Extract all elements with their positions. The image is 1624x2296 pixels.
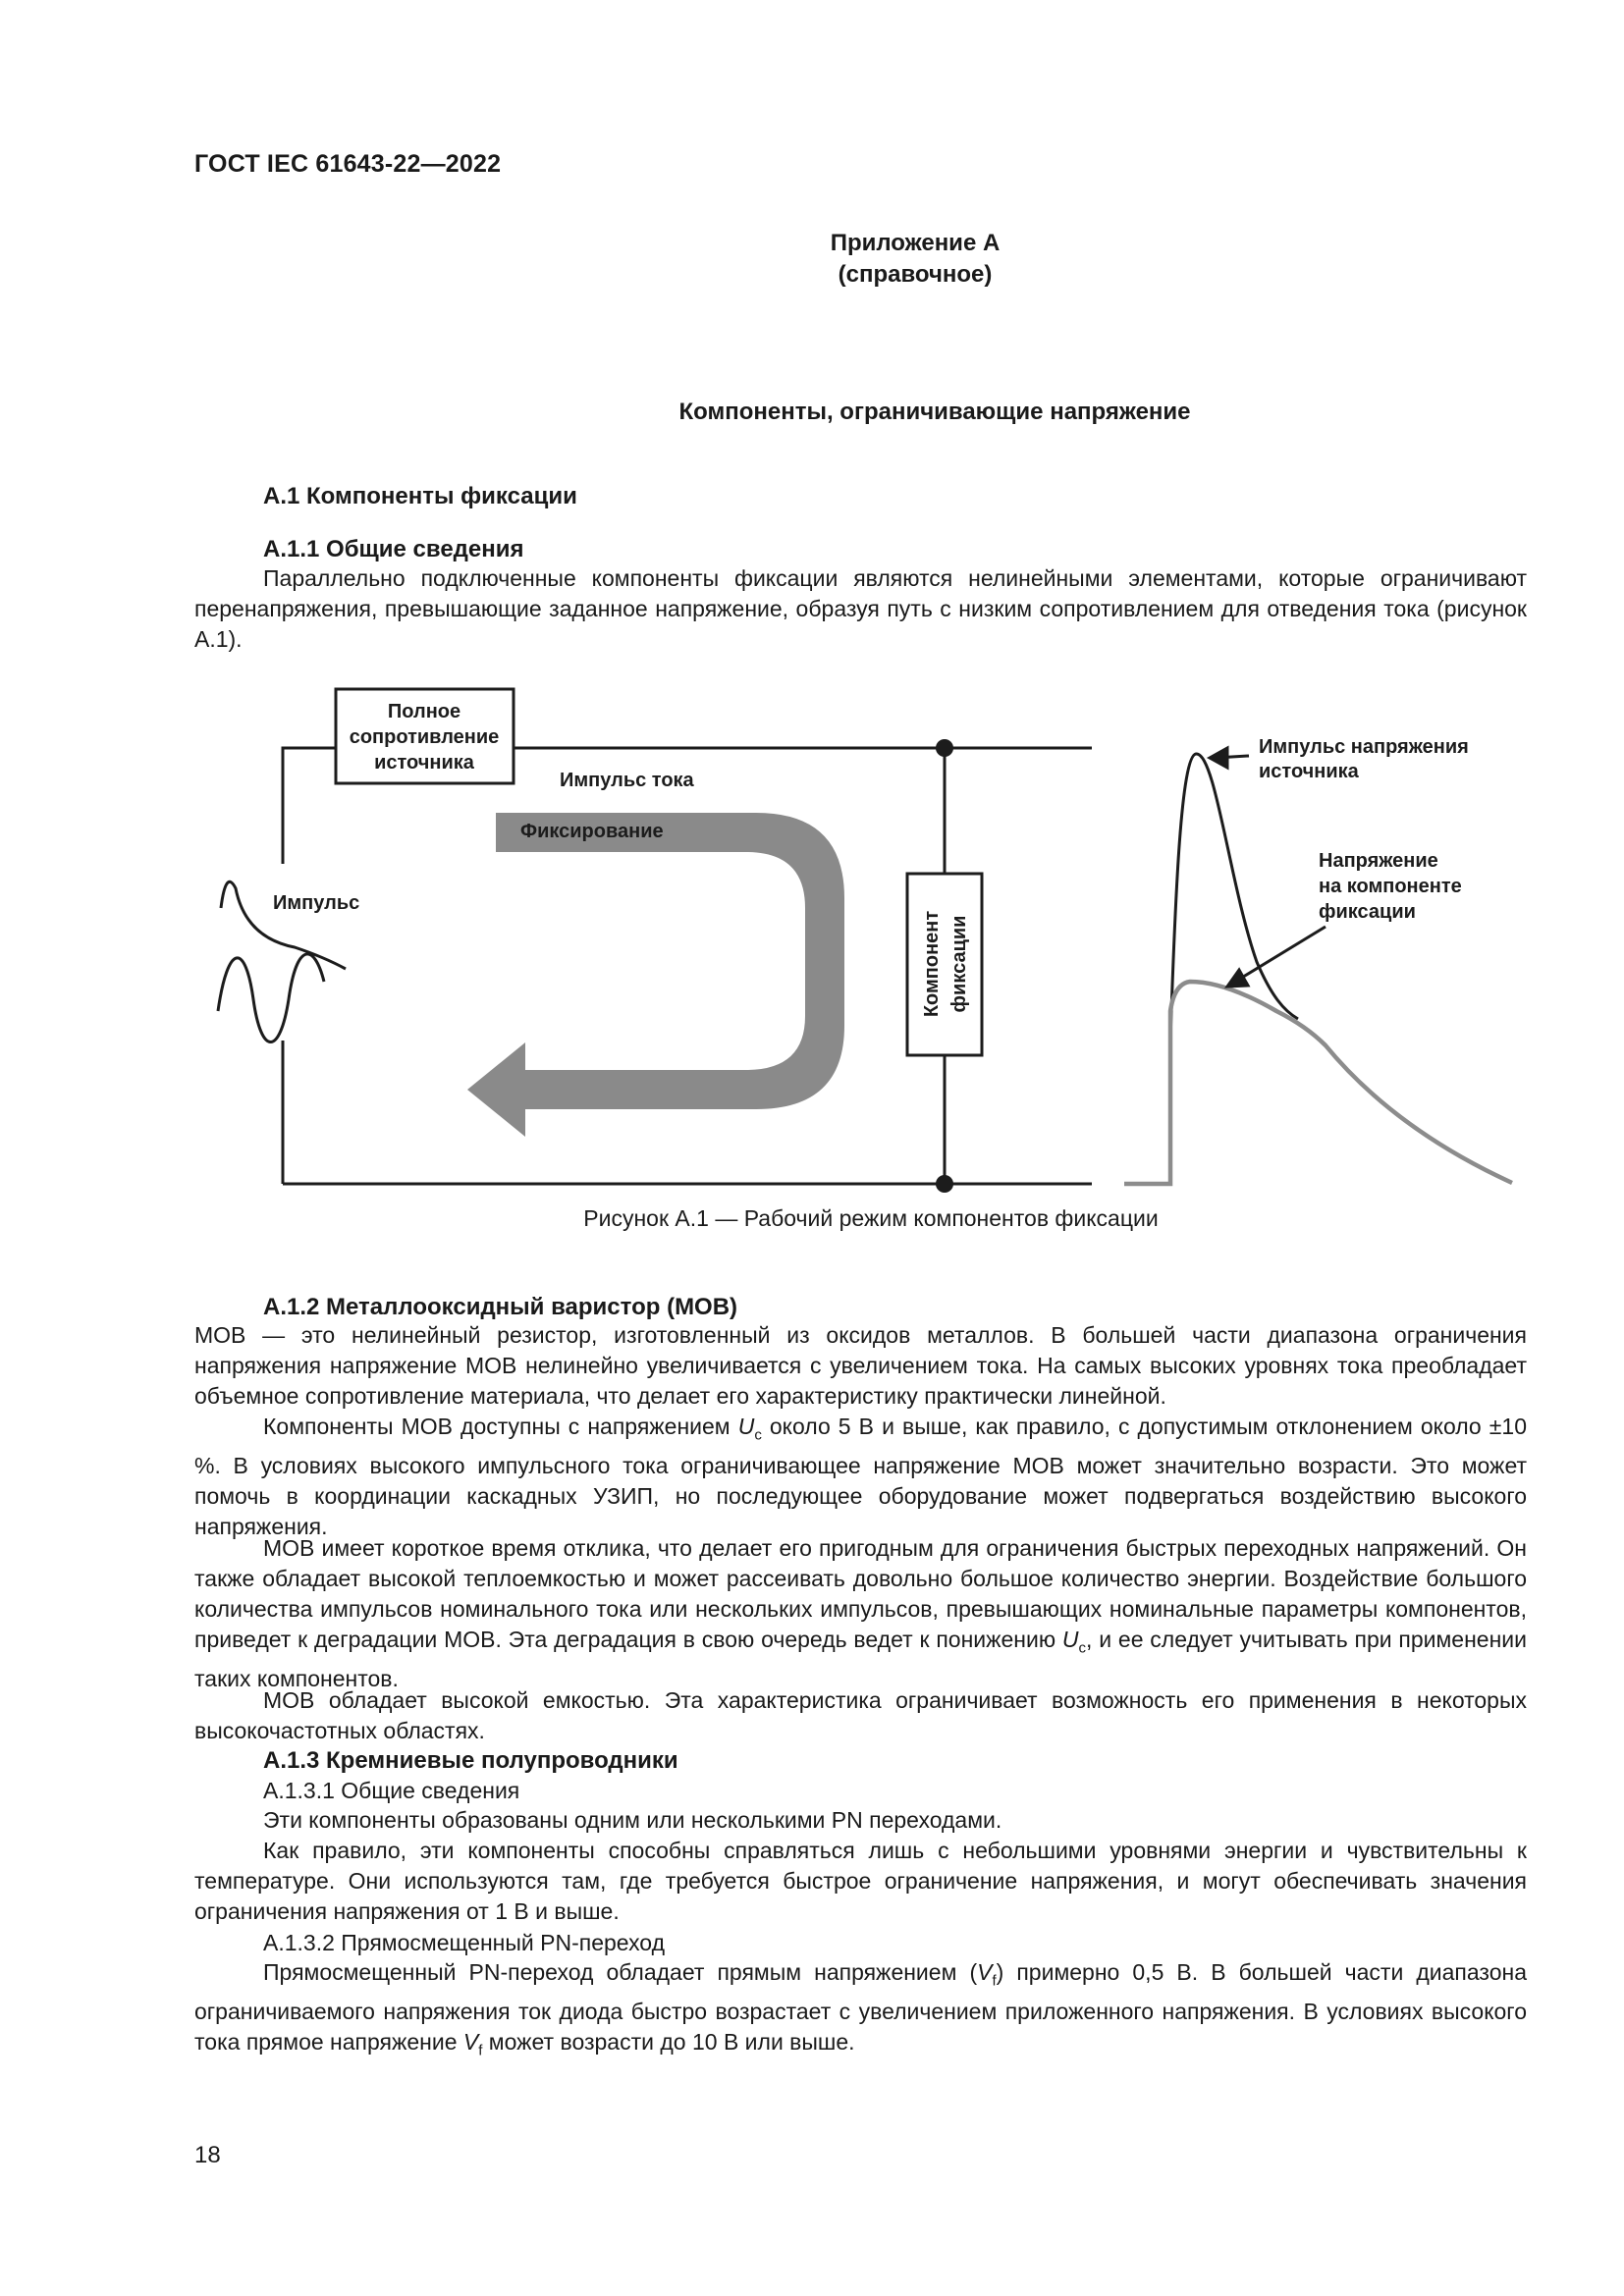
- component-voltage-label-3: фиксации: [1319, 901, 1416, 923]
- figure-caption-text: Рисунок А.1 — Рабочий режим компонентов фиксации: [583, 1205, 1159, 1231]
- annex-heading: [0, 228, 1624, 291]
- current-pulse-label: Импульс тока: [560, 770, 694, 791]
- clamping-component-box: [907, 874, 982, 1055]
- paragraph-a11: Параллельно подключенные компоненты фиксации являются нелинейными элементами, которые ограничивают перенапряжения, превышающие заданное напряжение, образуя путь с низким сопротивлением для отведения тока (рисунок А.1).: [194, 565, 1527, 652]
- section-a131-heading: А.1.3.1 Общие сведения: [263, 1778, 520, 1803]
- annex-title: Приложение А: [830, 230, 1001, 256]
- paragraph-a12-1: МОВ — это нелинейный резистор, изготовленный из оксидов металлов. В большей части диапазона ограничения напряжения напряжение МОВ нелинейно увеличивается с увеличением тока. На самых высоких уровнях тока преобладает объемное сопротивление материала, что делает его характеристику практически линейной.: [194, 1322, 1527, 1409]
- a12-p3-end: , и ее следует учитывать при применении таких компонентов.: [194, 1627, 1527, 1691]
- section-a11-heading: А.1.1 Общие сведения: [263, 536, 524, 562]
- subscript-f-2: f: [478, 2042, 483, 2059]
- paragraph-a12-3: [194, 1533, 1527, 1694]
- annex-type: (справочное): [838, 261, 993, 288]
- main-title-text: Компоненты, ограничивающие напряжение: [678, 399, 1191, 425]
- section-a12-heading: А.1.2 Металлооксидный варистор (МОВ): [263, 1294, 738, 1320]
- subscript-c: c: [754, 1426, 762, 1444]
- a132-p1-part2: ) примерно 0,5 В. В большей части диапазона ограничиваемого напряжения ток диода быстро возрастает с увеличением приложенного напряжения. В условиях высокого тока прямое напряжение: [194, 1959, 1527, 2055]
- component-voltage-label-2: на компоненте: [1319, 876, 1462, 897]
- impulse-label: Импульс: [273, 892, 360, 914]
- clamping-current-arrow: [467, 813, 844, 1137]
- paragraph-a132-1: [194, 1957, 1527, 2065]
- component-voltage-label-1: Напряжение: [1319, 850, 1438, 872]
- paragraph-a12-2: [194, 1412, 1527, 1542]
- symbol-v-2: V: [462, 2028, 479, 2055]
- section-a1-heading: А.1 Компоненты фиксации: [263, 483, 577, 509]
- paragraph-a131-1: Эти компоненты образованы одним или несколькими PN переходами.: [263, 1807, 1002, 1833]
- subscript-f: f: [992, 1972, 997, 1990]
- section-a132-heading: А.1.3.2 Прямосмещенный PN-переход: [263, 1930, 666, 1955]
- standard-header: ГОСТ IEC 61643-22—2022: [194, 150, 502, 178]
- appendix-title: [0, 399, 1624, 426]
- source-pulse-label-1: Импульс напряжения: [1259, 736, 1469, 758]
- paragraph-a131-2: Как правило, эти компоненты способны справляться лишь с небольшими уровнями энергии и чувствительны к температуре. Они используются там, где требуется быстрое ограничение напряжения, и могут обеспечивать значения ограничения напряжения от 1 В и выше.: [194, 1838, 1527, 1924]
- a12-p2-end: около 5 В и выше, как правило, с допустимым отклонением около ±10 %. В условиях высокого импульсного тока ограничивающее напряжение МОВ может значительно возрасти. Это может помочь в координации каскадных УЗИП, но последующее оборудование может подвергаться воздействию высокого напряжения.: [194, 1414, 1527, 1539]
- junction-node-top: [936, 739, 953, 757]
- a132-p1-part3: может возрасти до 10 В или выше.: [482, 2028, 855, 2055]
- source-impedance-label-2: сопротивление: [349, 726, 500, 748]
- annotation-arrows: [1210, 748, 1326, 987]
- sine-waveform: [218, 954, 324, 1042]
- clamping-label: Фиксирование: [520, 821, 664, 842]
- section-a13-heading: А.1.3 Кремниевые полупроводники: [263, 1747, 678, 1774]
- component-voltage-curve: [1124, 982, 1512, 1184]
- page-number: 18: [194, 2142, 221, 2168]
- source-impedance-label-1: Полное: [387, 701, 461, 722]
- figure-clamping-operation: [0, 667, 1624, 1198]
- source-pulse-label-2: источника: [1259, 761, 1359, 782]
- a132-p1-part1: Прямосмещенный PN-переход обладает прямым напряжением (: [263, 1959, 978, 1985]
- a12-p2-start: Компоненты МОВ доступны с напряжением: [263, 1414, 738, 1439]
- component-label-1: Компонент: [921, 910, 943, 1018]
- a12-p3-start: МОВ имеет короткое время отклика, что делает его пригодным для ограничения быстрых переходных напряжений. Он также обладает высокой теплоемкостью и может рассеивать довольно большое количество энергии. Воздействие большого количества импульсов номинального тока или нескольких импульсов, превышающих номинальные параметры компонентов, приведет к деградации МОВ. Эта деградация в свою очередь ведет к понижению: [194, 1535, 1527, 1652]
- figure-caption: [0, 1205, 1624, 1232]
- source-impedance-label-3: источника: [374, 752, 474, 774]
- wire-top-left: [283, 748, 336, 864]
- component-label-2: фиксации: [948, 915, 970, 1013]
- paragraph-a12-4: МОВ обладает высокой емкостью. Эта характеристика ограничивает возможность его применения в некоторых высокочастотных областях.: [194, 1687, 1527, 1743]
- symbol-v: V: [977, 1959, 993, 1985]
- symbol-u-2: U: [1061, 1627, 1079, 1652]
- symbol-u: U: [737, 1414, 755, 1439]
- junction-node-bottom: [936, 1175, 953, 1193]
- source-voltage-curve: [1170, 754, 1298, 1041]
- subscript-c-2: c: [1078, 1639, 1087, 1657]
